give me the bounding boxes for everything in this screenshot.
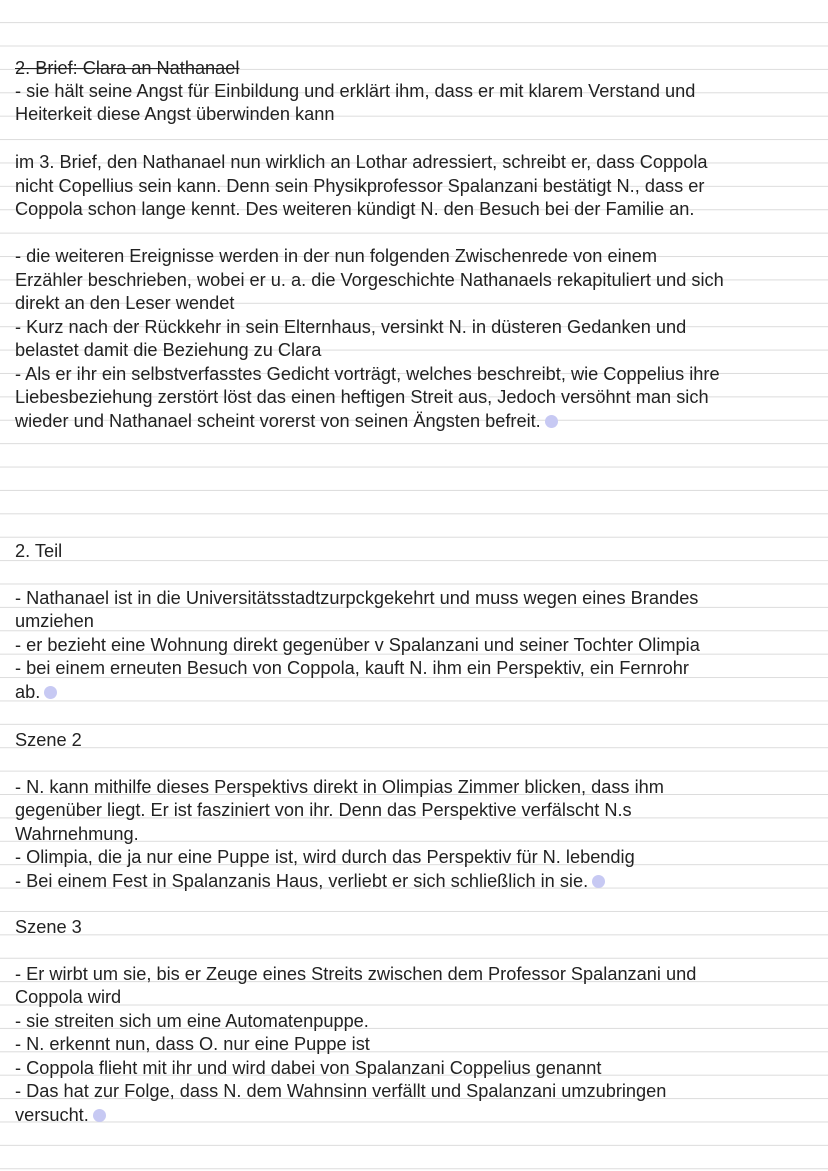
text-line [15,1010,369,1033]
text-line [15,540,62,563]
strikethrough-heading: 2. Brief: Clara an Nathanael [15,58,240,78]
line-text: - Olimpia, die ja nur eine Puppe ist, wird durch das Perspektiv für N. lebendig [15,847,635,867]
line-text: Coppola wird [15,987,122,1007]
line-text: - N. kann mithilfe dieses Perspektivs direkt in Olimpias Zimmer blicken, dass ihm [15,777,664,797]
text-line [15,269,724,292]
text-line [15,610,94,633]
line-text: 2. Teil [15,541,63,561]
line-text: - Nathanael ist in die Universitätsstadtzurpckgekehrt und muss wegen eines Brandes [15,588,699,608]
text-line [15,410,558,433]
text-line [15,1057,601,1080]
text-line [15,776,664,799]
text-line [15,1080,666,1103]
text-line [15,198,694,221]
line-text: umziehen [15,611,94,631]
line-text: - Als er ihr ein selbstverfasstes Gedicht vorträgt, welches beschreibt, wie Coppelius ihre [15,364,720,384]
line-text: - sie streiten sich um eine Automatenpuppe. [15,1011,369,1031]
line-text: direkt an den Leser wendet [15,293,235,313]
comment-dot-icon[interactable] [592,875,605,888]
line-text: wieder und Nathanael scheint vorerst von seinen Ängsten befreit. [15,411,541,431]
text-line [15,587,698,610]
text-line [15,103,335,126]
line-text: ab. [15,682,41,702]
line-text: - Das hat zur Folge, dass N. dem Wahnsinn verfällt und Spalanzani umzubringen [15,1081,667,1101]
text-line [15,846,635,869]
line-text: Szene 2 [15,730,82,750]
line-text: - Er wirbt um sie, bis er Zeuge eines Streits zwischen dem Professor Spalanzani und [15,964,697,984]
comment-dot-icon[interactable] [545,415,558,428]
text-line [15,339,321,362]
line-text: Heiterkeit diese Angst überwinden kann [15,104,335,124]
comment-dot-icon[interactable] [44,686,57,699]
line-text: Coppola schon lange kennt. Des weiteren kündigt N. den Besuch bei der Familie an. [15,199,695,219]
line-text: Szene 3 [15,917,82,937]
line-text: - N. erkennt nun, dass O. nur eine Puppe ist [15,1034,370,1054]
line-text: - er bezieht eine Wohnung direkt gegenüber v Spalanzani und seiner Tochter Olimpia [15,635,700,655]
line-text: - Bei einem Fest in Spalanzanis Haus, verliebt er sich schließlich in sie. [15,871,589,891]
text-line [15,823,139,846]
comment-dot-icon[interactable] [93,1109,106,1122]
text-line [15,386,709,409]
line-text: - Kurz nach der Rückkehr in sein Elternhaus, versinkt N. in düsteren Gedanken und [15,317,687,337]
line-text: belastet damit die Beziehung zu Clara [15,340,322,360]
line-text: - sie hält seine Angst für Einbildung und erklärt ihm, dass er mit klarem Verstand und [15,81,696,101]
text-line [15,916,82,939]
text-line [15,1033,370,1056]
text-line [15,175,704,198]
line-text: im 3. Brief, den Nathanael nun wirklich an Lothar adressiert, schreibt er, dass Coppola [15,152,708,172]
text-line [15,245,657,268]
line-text: Erzähler beschrieben, wobei er u. a. die Vorgeschichte Nathanaels rekapituliert und sich [15,270,724,290]
text-line [15,963,696,986]
text-line [15,80,695,103]
text-line [15,681,57,704]
text-line [15,57,239,80]
text-line [15,870,605,893]
text-line [15,151,708,174]
text-line [15,657,689,680]
line-text: Liebesbeziehung zerstört löst das einen heftigen Streit aus, Jedoch versöhnt man sich [15,387,709,407]
text-line [15,799,632,822]
text-line [15,363,720,386]
text-line [15,729,82,752]
line-text: - bei einem erneuten Besuch von Coppola, kauft N. ihm ein Perspektiv, ein Fernrohr [15,658,689,678]
line-text: gegenüber liegt. Er ist fasziniert von ihr. Denn das Perspektive verfälscht N.s [15,800,632,820]
line-text: nicht Copellius sein kann. Denn sein Physikprofessor Spalanzani bestätigt N., dass er [15,176,705,196]
text-line [15,1104,106,1127]
text-line [15,292,234,315]
line-text: - die weiteren Ereignisse werden in der nun folgenden Zwischenrede von einem [15,246,657,266]
text-line [15,986,121,1009]
line-text: versucht. [15,1105,89,1125]
line-text: Wahrnehmung. [15,824,139,844]
text-line [15,316,686,339]
text-line [15,634,700,657]
line-text: - Coppola flieht mit ihr und wird dabei von Spalanzani Coppelius genannt [15,1058,602,1078]
